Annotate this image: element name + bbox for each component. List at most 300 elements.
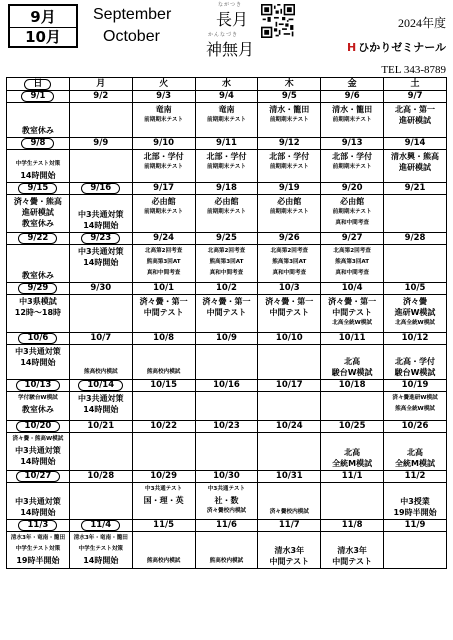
date-label: 9/11 <box>216 138 237 148</box>
event-text: 真和中間考査 <box>146 270 181 276</box>
date-cell <box>258 380 321 392</box>
event-text: 中3県模試 <box>19 297 57 306</box>
event-block <box>7 496 69 518</box>
event-row <box>7 150 447 183</box>
event-text: 教室休み <box>21 219 54 228</box>
event-cell <box>195 295 258 333</box>
event-text: 北高第2回考査 <box>333 248 371 254</box>
date-row <box>7 138 447 150</box>
event-text: 真和中間考査 <box>209 270 244 276</box>
event-text: 北高・学付 <box>395 357 436 366</box>
event-text: 中3共通対策 <box>15 347 61 356</box>
logo-mark-icon: H <box>347 41 357 54</box>
event-text: 中3共通対策 <box>15 497 61 506</box>
event-text: 社・数 <box>214 496 239 505</box>
event-text: 必由館 <box>151 197 176 206</box>
event-block <box>384 447 446 469</box>
date-label: 11/1 <box>341 471 363 481</box>
event-block <box>321 447 383 469</box>
date-label: 9/12 <box>278 138 300 148</box>
weekday-friday: 金 <box>321 78 384 91</box>
event-text: 国・理・英 <box>143 496 184 505</box>
event-text: 中学生テスト対策 <box>15 161 61 167</box>
date-label: 11/9 <box>404 520 426 530</box>
event-text: 14時開始 <box>20 171 56 180</box>
date-label: 10/19 <box>401 380 429 390</box>
date-label: 11/4 <box>81 520 120 531</box>
weekday-tuesday: 火 <box>132 78 195 91</box>
date-row <box>7 91 447 103</box>
event-block <box>7 159 69 181</box>
date-label: 10/17 <box>275 380 303 390</box>
event-text: 中学生テスト対策 <box>15 546 61 552</box>
date-label: 9/4 <box>218 91 234 101</box>
event-cell <box>384 532 447 569</box>
event-cell <box>384 245 447 283</box>
date-label: 9/5 <box>281 91 297 101</box>
date-label: 9/10 <box>153 138 175 148</box>
event-text: 清水3年 <box>274 546 305 555</box>
japanese-month-1-reading: ながつき <box>218 2 243 8</box>
event-block <box>133 195 195 218</box>
event-block <box>258 103 320 126</box>
date-label: 10/11 <box>338 333 366 343</box>
event-text: 中間テスト <box>332 557 372 566</box>
event-text: 14時開始 <box>83 258 119 267</box>
event-text: 前期期末テスト <box>144 209 184 215</box>
event-text: 済々黌校内模試 <box>269 509 309 515</box>
date-cell <box>384 183 447 195</box>
event-row <box>7 483 447 520</box>
date-label: 9/29 <box>18 283 57 294</box>
school-year-label: 2024年度 <box>397 16 446 30</box>
event-cell <box>195 483 258 520</box>
date-label: 10/1 <box>153 283 175 293</box>
date-cell <box>69 333 132 345</box>
event-cell <box>69 345 132 380</box>
event-block <box>70 367 132 378</box>
event-text: 14時開始 <box>20 358 56 367</box>
event-text: 中3共通テスト <box>207 486 246 492</box>
event-cell <box>321 195 384 233</box>
event-cell <box>384 295 447 333</box>
event-cell <box>132 433 195 471</box>
date-cell <box>258 520 321 532</box>
event-text: 北高第2回考査 <box>207 248 246 254</box>
japanese-month-2: 神無月 <box>206 40 255 59</box>
date-cell <box>132 233 195 245</box>
date-label: 10/9 <box>216 333 237 343</box>
event-cell <box>321 103 384 138</box>
date-label: 9/6 <box>344 91 360 101</box>
date-cell <box>321 520 384 532</box>
month-1-label: 9月 <box>10 7 76 28</box>
event-text: 教室休み <box>21 271 54 280</box>
event-text: 必由館 <box>277 197 302 206</box>
date-label: 9/16 <box>81 183 120 194</box>
date-row <box>7 471 447 483</box>
event-text: 済々黌進研W模試 <box>392 395 438 401</box>
event-block <box>196 195 258 218</box>
event-text: 中3共通対策 <box>15 446 61 455</box>
event-text: 全統M模試 <box>332 459 373 468</box>
date-cell <box>321 333 384 345</box>
event-cell <box>7 150 70 183</box>
event-text: 熊高第3回AT <box>146 259 181 265</box>
date-label: 9/28 <box>404 233 426 243</box>
date-label: 10/2 <box>216 283 237 293</box>
date-row <box>7 183 447 195</box>
event-text: 熊高全統W模試 <box>395 406 435 412</box>
event-block <box>70 209 132 231</box>
date-label: 10/6 <box>18 333 57 344</box>
event-text: 14時開始 <box>20 457 56 466</box>
date-cell <box>258 91 321 103</box>
event-cell <box>384 392 447 421</box>
event-text: 清水興・熊高 <box>391 152 440 161</box>
event-text: 前期期末テスト <box>332 209 372 215</box>
date-label: 9/18 <box>216 183 237 193</box>
event-block <box>133 295 195 318</box>
event-text: 全統M模試 <box>395 459 436 468</box>
date-cell <box>321 183 384 195</box>
date-cell <box>258 283 321 295</box>
event-row <box>7 245 447 283</box>
date-label: 9/9 <box>93 138 109 148</box>
date-label: 9/25 <box>216 233 237 243</box>
date-label: 11/6 <box>216 520 237 530</box>
event-cell <box>258 195 321 233</box>
event-block <box>258 545 320 567</box>
date-label: 9/26 <box>278 233 300 243</box>
date-cell <box>132 333 195 345</box>
schedule-calendar <box>6 77 447 569</box>
date-label: 10/8 <box>153 333 175 343</box>
date-cell <box>321 471 384 483</box>
event-cell <box>321 345 384 380</box>
date-cell <box>384 333 447 345</box>
date-label: 10/20 <box>16 421 61 432</box>
date-cell <box>258 138 321 150</box>
date-label: 10/30 <box>213 471 240 481</box>
event-row <box>7 345 447 380</box>
event-block <box>321 356 383 378</box>
date-cell <box>7 91 70 103</box>
event-text: 進研模試 <box>21 208 54 217</box>
event-text: 必由館 <box>214 197 239 206</box>
event-text: 済々黌・第一 <box>139 297 188 306</box>
event-cell <box>132 392 195 421</box>
event-block <box>133 103 195 126</box>
event-cell <box>195 392 258 421</box>
date-cell <box>69 138 132 150</box>
event-cell <box>132 345 195 380</box>
event-cell <box>321 150 384 183</box>
event-block <box>7 532 69 566</box>
date-label: 9/19 <box>278 183 300 193</box>
date-label: 11/5 <box>153 520 175 530</box>
event-text: 中間テスト <box>206 308 247 317</box>
event-block <box>321 103 383 126</box>
event-block <box>384 103 446 126</box>
event-text: 駿台W模試 <box>331 368 373 377</box>
date-cell <box>132 520 195 532</box>
event-cell <box>384 103 447 138</box>
date-cell <box>195 138 258 150</box>
date-label: 11/8 <box>341 520 363 530</box>
date-label: 9/3 <box>156 91 172 101</box>
event-text: 真和中間考査 <box>335 270 369 276</box>
event-text: 前期期末テスト <box>332 164 372 170</box>
event-text: 中間テスト <box>269 308 310 317</box>
date-cell <box>69 91 132 103</box>
event-block <box>133 556 195 567</box>
date-label: 11/2 <box>404 471 426 481</box>
date-label: 10/31 <box>275 471 303 481</box>
date-label: 10/18 <box>338 380 366 390</box>
event-cell <box>195 245 258 283</box>
event-text: 中間テスト <box>332 308 372 317</box>
english-month-1: September <box>93 6 172 23</box>
event-text: 済々黌・熊高W模試 <box>12 436 64 442</box>
date-label: 10/3 <box>278 283 300 293</box>
date-cell <box>195 421 258 433</box>
event-text: 北高第2回考査 <box>144 248 183 254</box>
date-cell <box>321 421 384 433</box>
event-block <box>384 392 446 415</box>
event-block <box>321 295 383 329</box>
date-label: 9/30 <box>90 283 112 293</box>
date-label: 10/25 <box>338 421 366 431</box>
event-text: 熊高第3回AT <box>272 259 307 265</box>
event-block <box>196 150 258 173</box>
event-cell <box>69 103 132 138</box>
date-cell <box>195 380 258 392</box>
date-cell <box>195 283 258 295</box>
date-label: 9/2 <box>93 91 109 101</box>
date-cell <box>69 183 132 195</box>
event-cell <box>69 195 132 233</box>
date-cell <box>258 233 321 245</box>
date-cell <box>321 380 384 392</box>
phone-number: TEL 343-8789 <box>381 64 446 76</box>
event-text: 済々黌校内模試 <box>206 508 247 514</box>
event-block <box>321 195 383 229</box>
date-cell <box>7 380 70 392</box>
date-cell <box>132 138 195 150</box>
date-cell <box>384 421 447 433</box>
date-label: 10/29 <box>150 471 177 481</box>
event-text: 中3共通対策 <box>77 394 124 403</box>
event-block <box>7 392 69 415</box>
date-label: 9/22 <box>18 233 57 244</box>
event-text: 前期期末テスト <box>332 117 372 123</box>
event-cell <box>132 195 195 233</box>
event-text: 14時開始 <box>83 405 119 414</box>
date-label: 11/3 <box>18 520 57 531</box>
date-cell <box>69 233 132 245</box>
date-cell <box>384 283 447 295</box>
date-cell <box>384 233 447 245</box>
date-cell <box>7 471 70 483</box>
date-label: 9/8 <box>21 138 54 149</box>
event-block <box>258 295 320 318</box>
event-block <box>133 245 195 279</box>
event-cell <box>321 433 384 471</box>
event-text: 前期期末テスト <box>269 209 309 215</box>
event-text: 済々黌・第一 <box>265 297 314 306</box>
event-cell <box>7 295 70 333</box>
event-cell <box>321 295 384 333</box>
school-name: ひかりゼミナール <box>358 41 446 54</box>
event-cell <box>258 392 321 421</box>
event-block <box>258 507 320 518</box>
event-cell <box>321 392 384 421</box>
event-block <box>133 483 195 506</box>
event-cell <box>69 245 132 283</box>
date-label: 10/26 <box>401 421 429 431</box>
event-text: 中3共通対策 <box>77 210 124 219</box>
event-cell <box>69 150 132 183</box>
event-text: 済々黌・第一 <box>328 297 377 306</box>
date-cell <box>69 520 132 532</box>
event-text: 真和中間考査 <box>335 220 369 226</box>
event-row <box>7 195 447 233</box>
event-text: 真和中間考査 <box>272 270 307 276</box>
date-row <box>7 421 447 433</box>
event-block <box>321 545 383 567</box>
event-cell <box>258 433 321 471</box>
event-text: 北高・第一 <box>395 105 436 114</box>
event-block <box>7 125 69 136</box>
date-label: 10/16 <box>213 380 240 390</box>
event-row <box>7 433 447 471</box>
event-cell <box>7 433 70 471</box>
event-text: 前期期末テスト <box>269 117 309 123</box>
date-cell <box>132 183 195 195</box>
event-cell <box>258 150 321 183</box>
event-cell <box>132 245 195 283</box>
event-block <box>7 433 69 467</box>
event-block <box>133 367 195 378</box>
event-block <box>384 295 446 329</box>
event-text: 進研W模試 <box>394 308 436 317</box>
date-cell <box>195 471 258 483</box>
event-text: 前期期末テスト <box>144 117 184 123</box>
event-text: 教室休み <box>21 405 54 414</box>
event-cell <box>321 245 384 283</box>
date-label: 10/4 <box>341 283 363 293</box>
event-cell <box>69 392 132 421</box>
date-cell <box>258 471 321 483</box>
date-cell <box>258 421 321 433</box>
event-cell <box>69 532 132 569</box>
event-text: 中3共通対策 <box>77 247 124 256</box>
event-text: 14時開始 <box>20 508 56 517</box>
japanese-month-1: 長月 <box>216 10 249 29</box>
date-label: 9/7 <box>407 91 423 101</box>
event-text: 必由館 <box>340 197 365 206</box>
event-cell <box>7 195 70 233</box>
event-block <box>7 270 69 281</box>
date-cell <box>258 333 321 345</box>
event-text: 熊高校内模試 <box>209 558 244 564</box>
event-cell <box>195 103 258 138</box>
date-row <box>7 233 447 245</box>
event-cell <box>321 483 384 520</box>
event-block <box>384 356 446 378</box>
event-text: 前期期末テスト <box>269 164 309 170</box>
event-text: 熊高校内模試 <box>146 369 181 375</box>
event-cell <box>132 295 195 333</box>
event-cell <box>258 483 321 520</box>
event-cell <box>69 295 132 333</box>
event-cell <box>384 195 447 233</box>
event-block <box>196 295 258 318</box>
date-row <box>7 283 447 295</box>
weekday-wednesday: 水 <box>195 78 258 91</box>
event-cell <box>195 150 258 183</box>
event-block <box>321 245 383 279</box>
date-cell <box>321 91 384 103</box>
date-label: 10/12 <box>401 333 429 343</box>
event-text: 北部・学付 <box>206 152 247 161</box>
event-block <box>321 150 383 173</box>
event-block <box>258 195 320 218</box>
date-label: 10/27 <box>16 471 61 482</box>
date-cell <box>321 138 384 150</box>
english-month-2: October <box>103 28 160 45</box>
date-cell <box>69 283 132 295</box>
date-cell <box>132 91 195 103</box>
event-text: 19時半開始 <box>16 556 60 565</box>
event-cell <box>258 295 321 333</box>
event-text: 北部・学付 <box>332 152 373 161</box>
event-cell <box>7 103 70 138</box>
date-cell <box>132 380 195 392</box>
date-label: 10/5 <box>404 283 426 293</box>
weekday-monday: 月 <box>69 78 132 91</box>
event-block <box>70 532 132 566</box>
date-cell <box>384 520 447 532</box>
event-text: 進研模試 <box>399 163 432 172</box>
event-text: 14時開始 <box>83 556 119 565</box>
date-cell <box>384 138 447 150</box>
event-text: 清水3年・竜南・籠田 <box>73 535 128 541</box>
event-block <box>7 295 69 318</box>
event-row <box>7 532 447 569</box>
date-label: 9/13 <box>341 138 363 148</box>
japanese-month-2-reading: かんなづき <box>208 32 239 38</box>
event-block <box>196 483 258 517</box>
event-cell <box>7 345 70 380</box>
month-box <box>8 4 78 48</box>
date-label: 10/22 <box>150 421 177 431</box>
event-block <box>258 245 320 279</box>
event-text: 熊高校内模試 <box>83 369 118 375</box>
event-block <box>196 103 258 126</box>
event-text: 熊高第3回AT <box>335 259 370 265</box>
event-text: 竜南 <box>218 105 235 114</box>
date-cell <box>69 380 132 392</box>
date-cell <box>7 183 70 195</box>
date-cell <box>7 233 70 245</box>
event-text: 教室休み <box>21 126 54 135</box>
date-cell <box>258 183 321 195</box>
date-cell <box>195 520 258 532</box>
event-block <box>133 150 195 173</box>
event-cell <box>69 483 132 520</box>
